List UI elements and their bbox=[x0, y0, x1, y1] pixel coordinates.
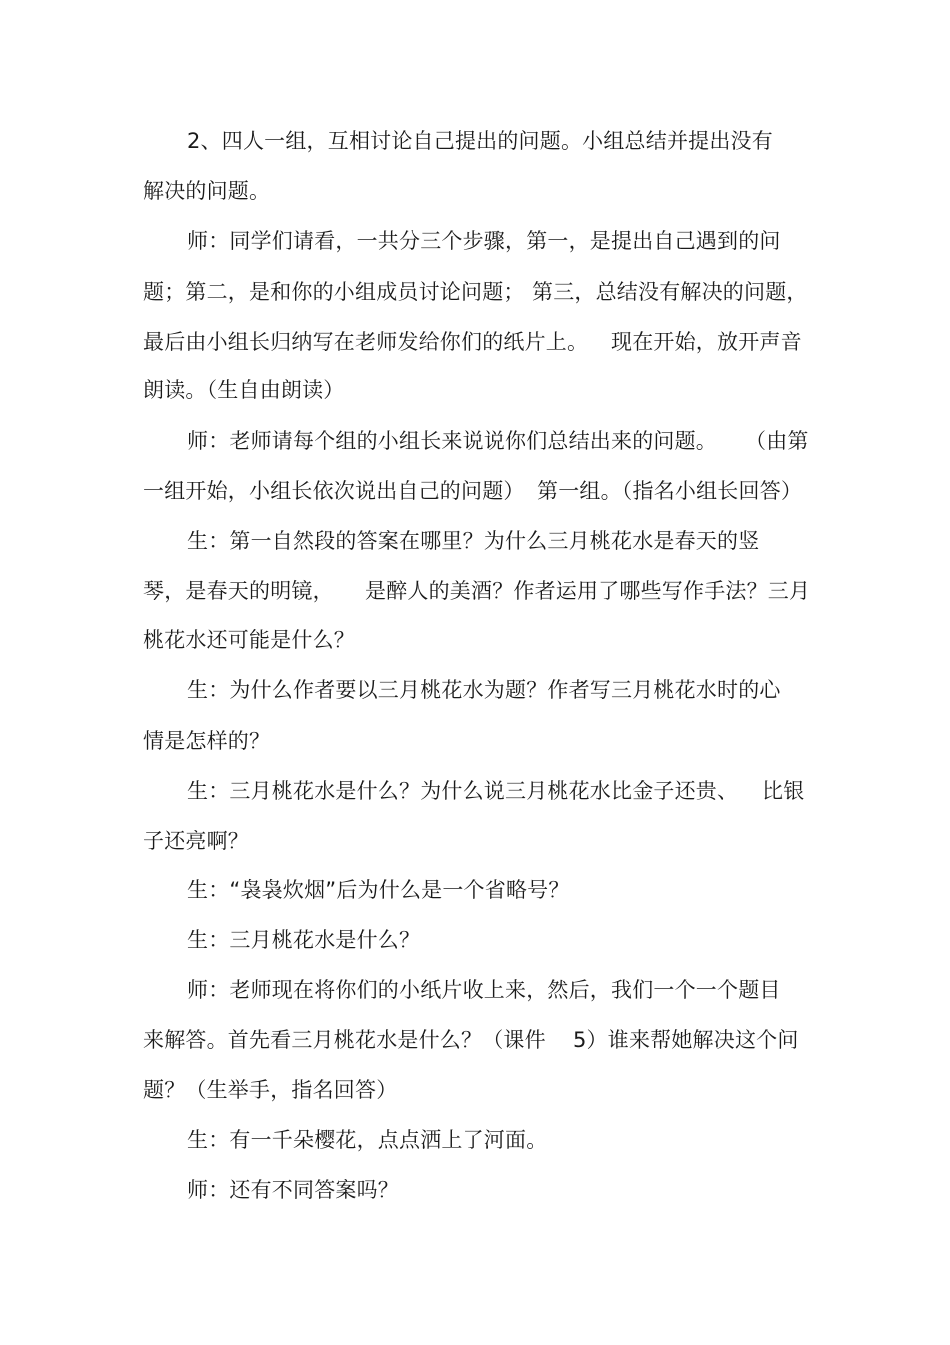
text-line: 第一组。（指名小组长回答） bbox=[537, 479, 803, 503]
text-line: 师：同学们请看，一共分三个步骤，第一，是提出自己遇到的问 bbox=[187, 229, 781, 253]
text-line: 朗读。（生自由朗读） bbox=[143, 378, 345, 402]
text-line: 题；第二，是和你的小组成员讨论问题； bbox=[143, 280, 525, 304]
text-line: 来解答。首先看三月桃花水是什么？（课件 bbox=[143, 1028, 546, 1052]
text-line: 生：有一千朵樱花，点点洒上了河面。 bbox=[187, 1128, 548, 1152]
text-line: 生：“袅袅炊烟”后为什么是一个省略号？ bbox=[187, 878, 570, 902]
text-line: 琴，是春天的明镜， bbox=[143, 579, 334, 603]
text-line: 生：三月桃花水是什么？ bbox=[187, 928, 421, 952]
text-line: 最后由小组长归纳写在老师发给你们的纸片上。 bbox=[143, 330, 589, 354]
text-line: 子还亮啊？ bbox=[143, 829, 249, 853]
text-line: 解决的问题。 bbox=[143, 179, 271, 203]
text-line: 第三，总结没有解决的问题， bbox=[532, 280, 808, 304]
text-line: 生：三月桃花水是什么？为什么说三月桃花水比金子还贵、 bbox=[187, 779, 739, 803]
text-line: （由第 bbox=[745, 429, 809, 453]
text-line: 现在开始，放开声音 bbox=[611, 330, 802, 354]
text-line: 比银 bbox=[762, 779, 805, 803]
text-line: 生：为什么作者要以三月桃花水为题？作者写三月桃花水时的心 bbox=[187, 678, 781, 702]
text-line: 5）谁来帮她解决这个问 bbox=[573, 1028, 799, 1052]
text-line: 一组开始，小组长依次说出自己的问题） bbox=[143, 479, 525, 503]
text-line: 师：还有不同答案吗？ bbox=[187, 1178, 399, 1202]
text-line: 生：第一自然段的答案在哪里？为什么三月桃花水是春天的竖 bbox=[187, 529, 760, 553]
text-line: 2、四人一组，互相讨论自己提出的问题。小组总结并提出没有 bbox=[187, 129, 773, 153]
text-line: 是醉人的美酒？作者运用了哪些写作手法？三月 bbox=[365, 579, 811, 603]
text-line: 桃花水还可能是什么？ bbox=[143, 628, 355, 652]
text-line: 情是怎样的？ bbox=[143, 729, 271, 753]
text-line: 题？（生举手，指名回答） bbox=[143, 1078, 398, 1102]
text-line: 师：老师现在将你们的小纸片收上来，然后，我们一个一个题目 bbox=[187, 978, 781, 1002]
text-line: 师：老师请每个组的小组长来说说你们总结出来的问题。 bbox=[187, 429, 717, 453]
